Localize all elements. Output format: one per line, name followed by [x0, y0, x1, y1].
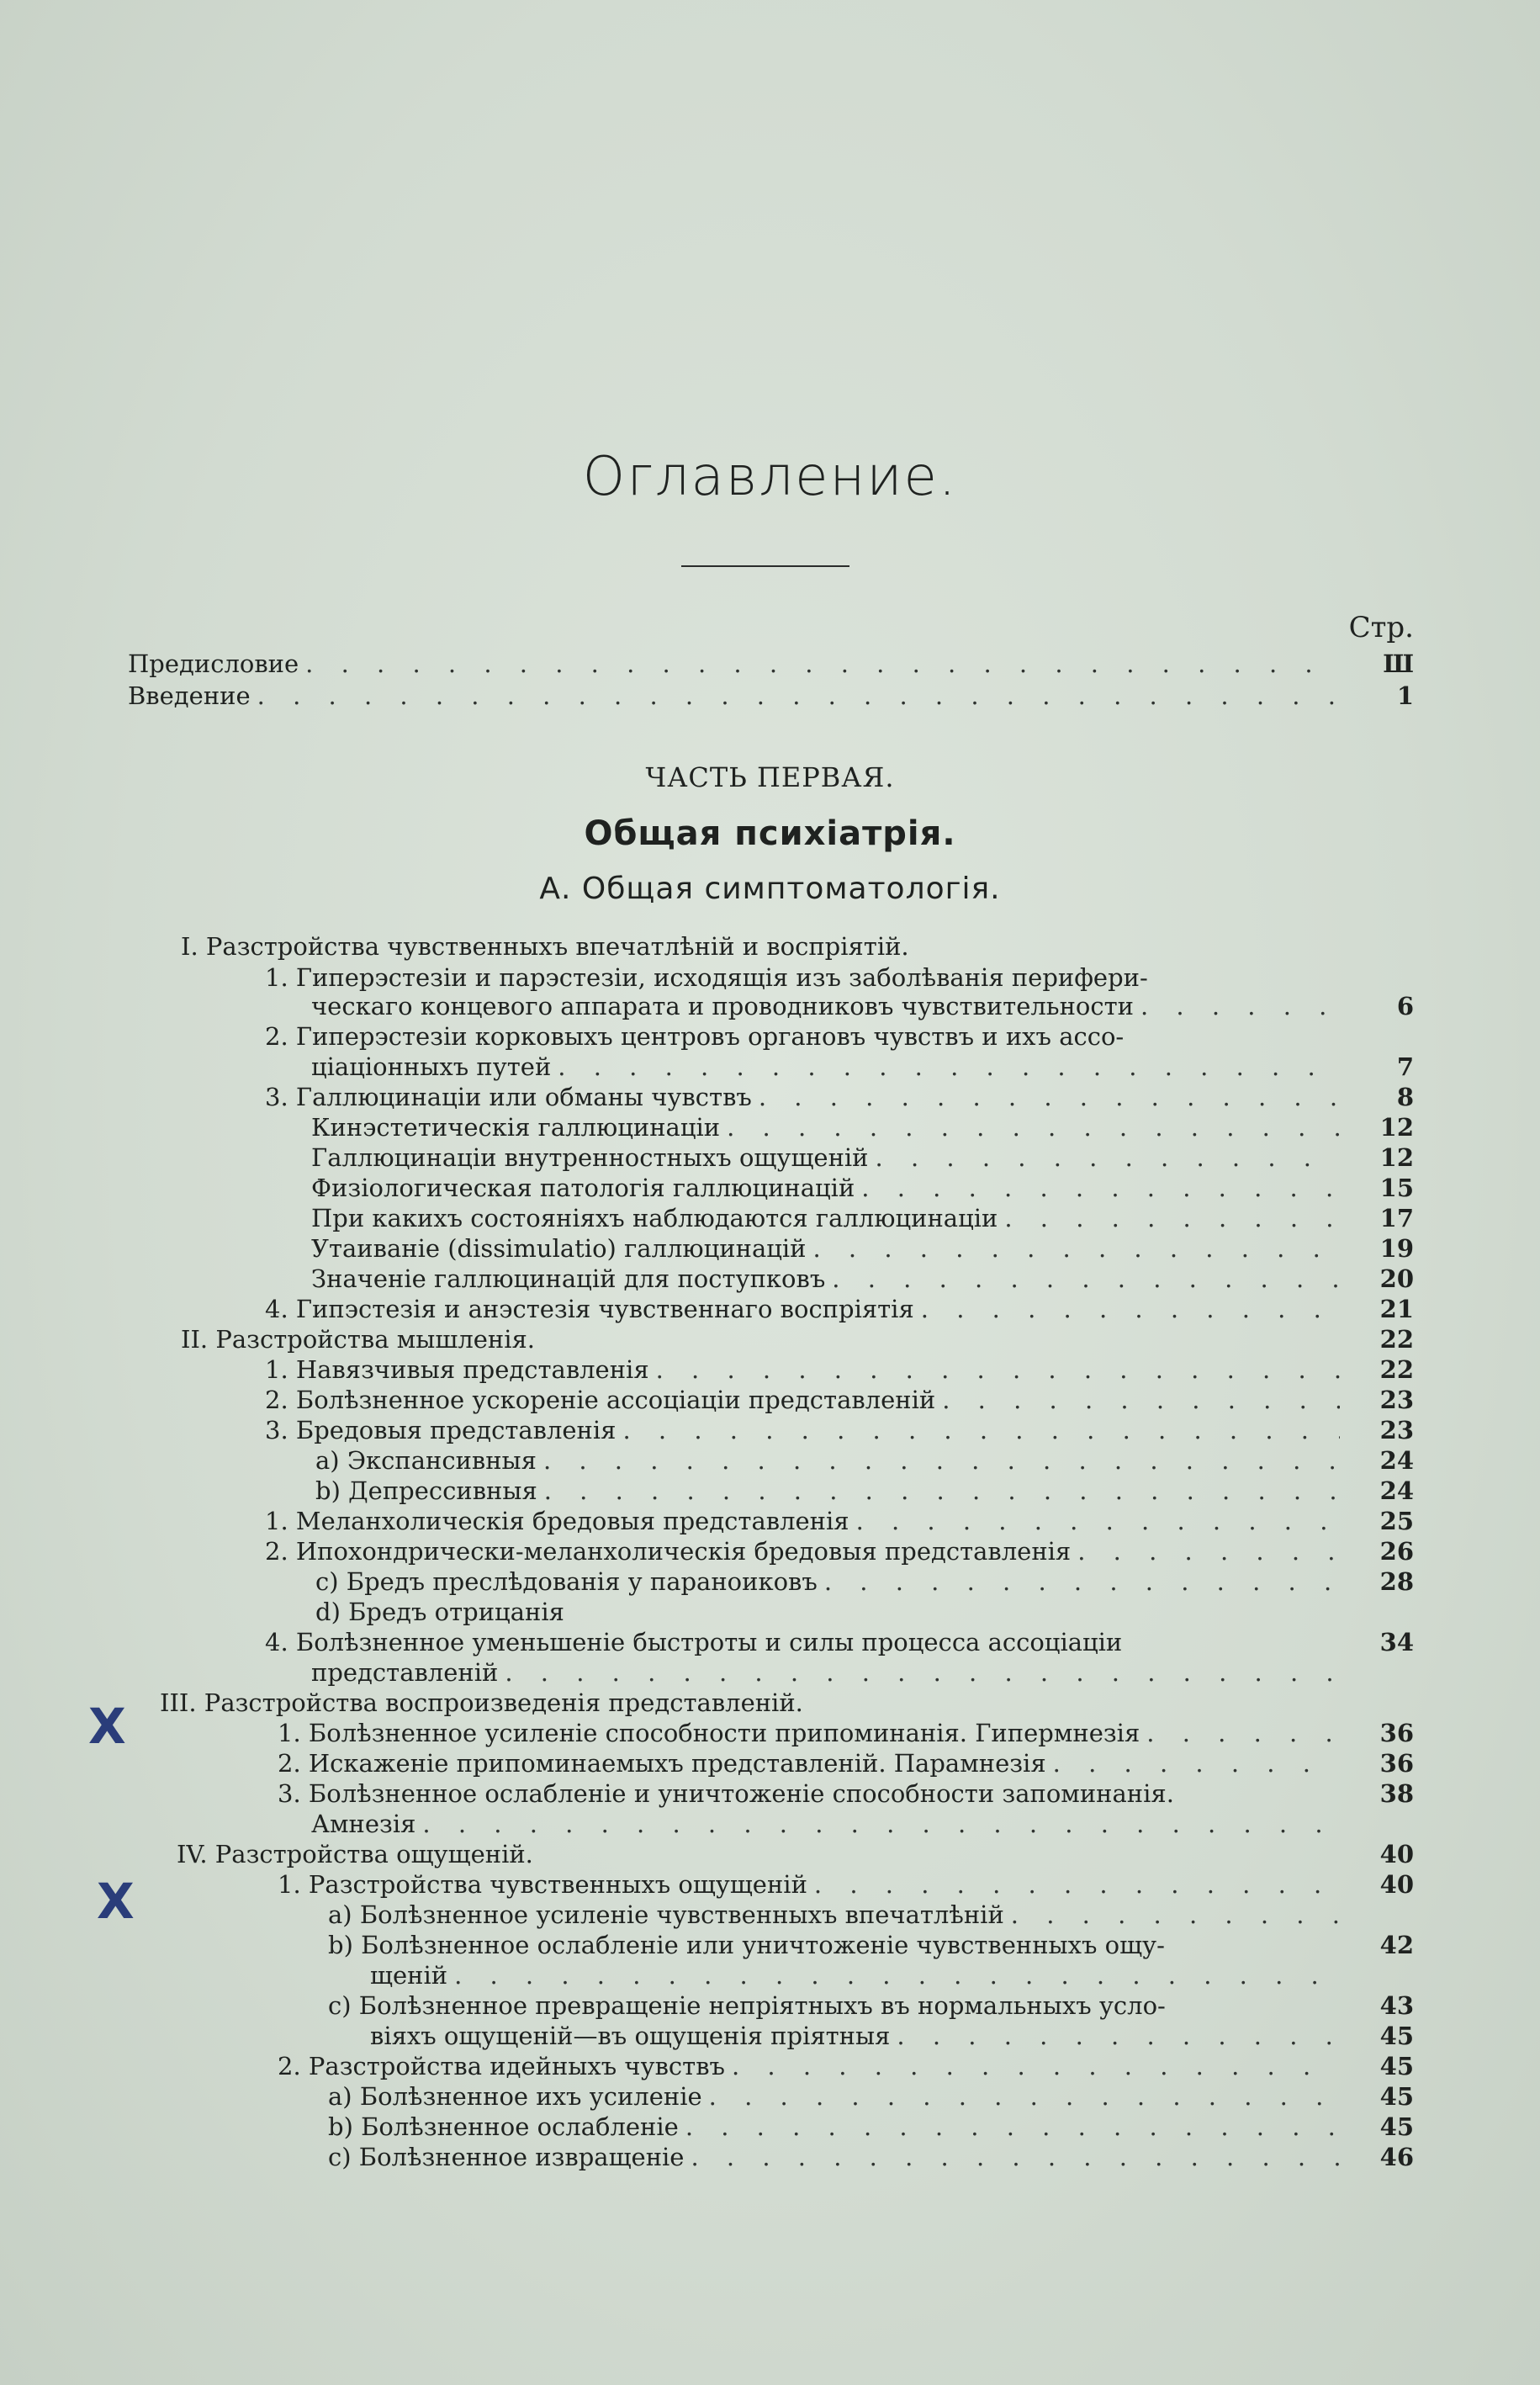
toc-entry-text: Физіологическая патологія галлюцинацій — [311, 1174, 855, 1202]
toc-entry-page: 45 — [1379, 2052, 1414, 2080]
toc-entry-text: 4. Гипэстезія и анэстезія чувственнаго воспріятія — [265, 1295, 914, 1323]
toc-entry-page: 21 — [1379, 1295, 1414, 1323]
toc-entry-text: a) Экспансивныя — [315, 1446, 537, 1475]
toc-entry-text: b) Болѣзненное ослабленіе или уничтоженіе чувственныхъ ощу- — [328, 1931, 1165, 1959]
toc-row — [128, 646, 1414, 678]
toc-row — [328, 2139, 1414, 2171]
toc-row — [311, 1049, 1414, 1081]
toc-entry-text: 2. Болѣзненное ускореніе ассоціаціи представленій — [265, 1386, 936, 1414]
toc-entry-text: a) Болѣзненное усиленіе чувственныхъ впечатлѣній — [328, 1900, 1004, 1929]
toc-entry-text: 4. Болѣзненное уменьшеніе быстроты и силы процесса ассоціаціи — [265, 1628, 1123, 1656]
toc-entry-text: віяхъ ощущеній—въ ощущенія пріятныя — [370, 2022, 891, 2050]
toc-entry-text: 2. Ипохондрически-меланхолическія бредовыя представленія — [265, 1537, 1072, 1566]
toc-entry-text: Значеніе галлюцинацій для поступковъ — [311, 1264, 826, 1293]
toc-row — [265, 1503, 1414, 1535]
toc-row — [315, 1594, 1414, 1626]
leader-dots — [732, 2052, 1340, 2080]
toc-entry-page: 22 — [1379, 1325, 1414, 1354]
toc-entry-page: 24 — [1379, 1476, 1414, 1505]
toc-row — [265, 1352, 1414, 1384]
toc-row — [278, 1776, 1414, 1808]
toc-entry-text: c) Болѣзненное извращеніе — [328, 2143, 685, 2171]
toc-entry-text: I. Разстройства чувственныхъ впечатлѣній и воспріятій. — [181, 932, 909, 961]
toc-entry-text: щеній — [370, 1961, 448, 1990]
toc-entry-text: ціаціонныхъ путей — [311, 1052, 552, 1081]
toc-entry-page: 12 — [1379, 1143, 1414, 1172]
toc-entry-text: 2. Искаженіе припоминаемыхъ представленій. Парамнезія — [278, 1749, 1046, 1778]
toc-row — [311, 1170, 1414, 1202]
toc-entry-page: 23 — [1379, 1386, 1414, 1414]
leader-dots — [305, 649, 1340, 678]
toc-entry-page: 36 — [1379, 1719, 1414, 1747]
toc-row — [328, 2109, 1414, 2141]
toc-entry-page: 23 — [1379, 1416, 1414, 1444]
toc-entry-page: 17 — [1379, 1204, 1414, 1232]
toc-entry-page: 42 — [1379, 1931, 1414, 1959]
toc-entry-text: При какихъ состояніяхъ наблюдаются галлюцинаціи — [311, 1204, 998, 1232]
toc-row — [328, 2079, 1414, 2111]
toc-entry-page: 24 — [1379, 1446, 1414, 1475]
toc-row — [278, 2048, 1414, 2080]
toc-row — [328, 1927, 1414, 1959]
toc-row — [128, 678, 1414, 710]
page-column-header: Стр. — [1348, 611, 1414, 644]
leader-dots — [1053, 1749, 1340, 1778]
toc-entry-text: Утаиваніе (dissimulatio) галлюцинацій — [311, 1234, 807, 1263]
toc-entry-text: 2. Разстройства идейныхъ чувствъ — [278, 2052, 725, 2080]
toc-row — [315, 1473, 1414, 1505]
leader-dots — [942, 1386, 1340, 1414]
leader-dots — [861, 1174, 1340, 1202]
leader-dots — [422, 1810, 1340, 1838]
toc-row — [370, 1958, 1414, 1990]
handwritten-x-mark: X — [88, 1698, 126, 1755]
toc-row — [265, 1382, 1414, 1414]
toc-entry-text: 1. Болѣзненное усиленіе способности припоминанія. Гипермнезія — [278, 1719, 1140, 1747]
toc-row — [311, 1261, 1414, 1293]
leader-dots — [656, 1355, 1340, 1384]
leader-dots — [622, 1416, 1340, 1444]
toc-row — [311, 1806, 1414, 1838]
leader-dots — [709, 2082, 1340, 2111]
leader-dots — [1140, 992, 1340, 1020]
toc-entry-text: d) Бредъ отрицанія — [315, 1598, 564, 1626]
toc-entry-text: c) Болѣзненное превращеніе непріятныхъ въ нормальныхъ усло- — [328, 1991, 1166, 2020]
toc-entry-page: 45 — [1379, 2112, 1414, 2141]
toc-entry-page: 36 — [1379, 1749, 1414, 1778]
toc-row — [311, 1655, 1414, 1687]
toc-entry-text: 1. Гиперэстезіи и парэстезіи, исходящія изъ заболѣванія перифери- — [265, 963, 1148, 992]
toc-entry-text: Галлюцинаціи внутренностныхъ ощущеній — [311, 1143, 869, 1172]
part-title: Общая психіатрія. — [584, 814, 956, 853]
toc-row — [265, 1534, 1414, 1566]
toc-entry-text: 1. Навязчивыя представленія — [265, 1355, 649, 1384]
toc-entry-page: 25 — [1379, 1507, 1414, 1535]
leader-dots — [824, 1567, 1340, 1596]
leader-dots — [257, 681, 1340, 710]
toc-row — [265, 1079, 1414, 1111]
leader-dots — [558, 1052, 1340, 1081]
toc-row — [311, 1200, 1414, 1232]
toc-entry-page: 28 — [1379, 1567, 1414, 1596]
leader-dots — [1146, 1719, 1340, 1747]
toc-row — [370, 2018, 1414, 2050]
toc-row — [311, 988, 1414, 1020]
leader-dots — [921, 1295, 1340, 1323]
leader-dots — [1011, 1900, 1340, 1929]
leader-dots — [727, 1113, 1340, 1142]
toc-entry-text: c) Бредъ преслѣдованія у параноиковъ — [315, 1567, 818, 1596]
toc-entry-text: b) Болѣзненное ослабленіе — [328, 2112, 679, 2141]
leader-dots — [505, 1658, 1340, 1687]
part-label: ЧАСТЬ ПЕРВАЯ. — [645, 761, 895, 793]
toc-entry-page: 26 — [1379, 1537, 1414, 1566]
toc-row — [278, 1867, 1414, 1899]
toc-entry-page: 34 — [1379, 1628, 1414, 1656]
toc-row — [278, 1746, 1414, 1778]
toc-row — [265, 1412, 1414, 1444]
leader-dots — [1004, 1204, 1340, 1232]
toc-entry-page: 7 — [1396, 1052, 1414, 1081]
toc-entry-text: III. Разстройства воспроизведенія представленій. — [160, 1688, 803, 1717]
toc-row — [265, 960, 1414, 992]
toc-row — [265, 1291, 1414, 1323]
toc-row — [160, 1685, 1414, 1717]
leader-dots — [1077, 1537, 1340, 1566]
toc-row — [311, 1140, 1414, 1172]
toc-row — [181, 929, 1414, 961]
leader-dots — [454, 1961, 1340, 1990]
leader-dots — [685, 2112, 1340, 2141]
toc-entry-text: представленій — [311, 1658, 499, 1687]
leader-dots — [897, 2022, 1340, 2050]
toc-entry-text: Введение — [128, 681, 251, 710]
leader-dots — [544, 1476, 1340, 1505]
section-title: А. Общая симптоматологія. — [539, 872, 1001, 906]
toc-entry-page: 1 — [1396, 681, 1414, 710]
toc-entry-text: a) Болѣзненное ихъ усиленіе — [328, 2082, 702, 2111]
leader-dots — [813, 1234, 1341, 1263]
leader-dots — [856, 1507, 1340, 1535]
toc-entry-page: Ш — [1383, 649, 1414, 678]
toc-entry-page: 46 — [1379, 2143, 1414, 2171]
toc-row — [311, 1110, 1414, 1142]
toc-entry-page: 38 — [1379, 1779, 1414, 1808]
toc-row — [265, 1624, 1414, 1656]
toc-entry-text: IV. Разстройства ощущеній. — [177, 1840, 533, 1868]
toc-entry-page: 19 — [1379, 1234, 1414, 1263]
toc-entry-page: 43 — [1379, 1991, 1414, 2020]
leader-dots — [759, 1083, 1340, 1111]
toc-entry-text: 1. Разстройства чувственныхъ ощущеній — [278, 1870, 807, 1899]
toc-entry-text: b) Депрессивныя — [315, 1476, 537, 1505]
leader-dots — [876, 1143, 1340, 1172]
toc-entry-text: ческаго концевого аппарата и проводниковъ чувствительности — [311, 992, 1134, 1020]
toc-entry-page: 40 — [1379, 1870, 1414, 1899]
page-title: Оглавление. — [582, 446, 958, 508]
toc-row — [311, 1231, 1414, 1263]
toc-row — [328, 1988, 1414, 2020]
toc-entry-page: 15 — [1379, 1174, 1414, 1202]
toc-entry-text: 3. Бредовыя представленія — [265, 1416, 617, 1444]
leader-dots — [691, 2143, 1340, 2171]
toc-entry-page: 8 — [1396, 1083, 1414, 1111]
toc-entry-page: 40 — [1379, 1840, 1414, 1868]
leader-dots — [543, 1446, 1340, 1475]
toc-entry-page: 20 — [1379, 1264, 1414, 1293]
leader-dots — [814, 1870, 1340, 1899]
toc-entry-text: 1. Меланхолическія бредовыя представленія — [265, 1507, 849, 1535]
toc-entry-page: 6 — [1396, 992, 1414, 1020]
toc-row — [181, 1322, 1414, 1354]
toc-row — [278, 1715, 1414, 1747]
toc-row — [328, 1897, 1414, 1929]
toc-entry-text: Амнезія — [311, 1810, 416, 1838]
handwritten-x-mark: X — [97, 1873, 135, 1930]
toc-entry-text: 3. Галлюцинаціи или обманы чувствъ — [265, 1083, 752, 1111]
toc-row — [177, 1836, 1414, 1868]
toc-entry-page: 22 — [1379, 1355, 1414, 1384]
toc-row — [265, 1019, 1414, 1051]
leader-dots — [832, 1264, 1340, 1293]
toc-entry-text: Кинэстетическія галлюцинаціи — [311, 1113, 721, 1142]
toc-row — [315, 1564, 1414, 1596]
toc-entry-text: Предисловие — [128, 649, 299, 678]
toc-entry-page: 45 — [1379, 2022, 1414, 2050]
toc-entry-page: 12 — [1379, 1113, 1414, 1142]
toc-entry-page: 45 — [1379, 2082, 1414, 2111]
toc-row — [315, 1443, 1414, 1475]
toc-entry-text: 3. Болѣзненное ослабленіе и уничтоженіе способности запоминанія. — [278, 1779, 1174, 1808]
toc-entry-text: II. Разстройства мышленія. — [181, 1325, 536, 1354]
toc-entry-text: 2. Гиперэстезіи корковыхъ центровъ органовъ чувствъ и ихъ ассо- — [265, 1022, 1125, 1051]
